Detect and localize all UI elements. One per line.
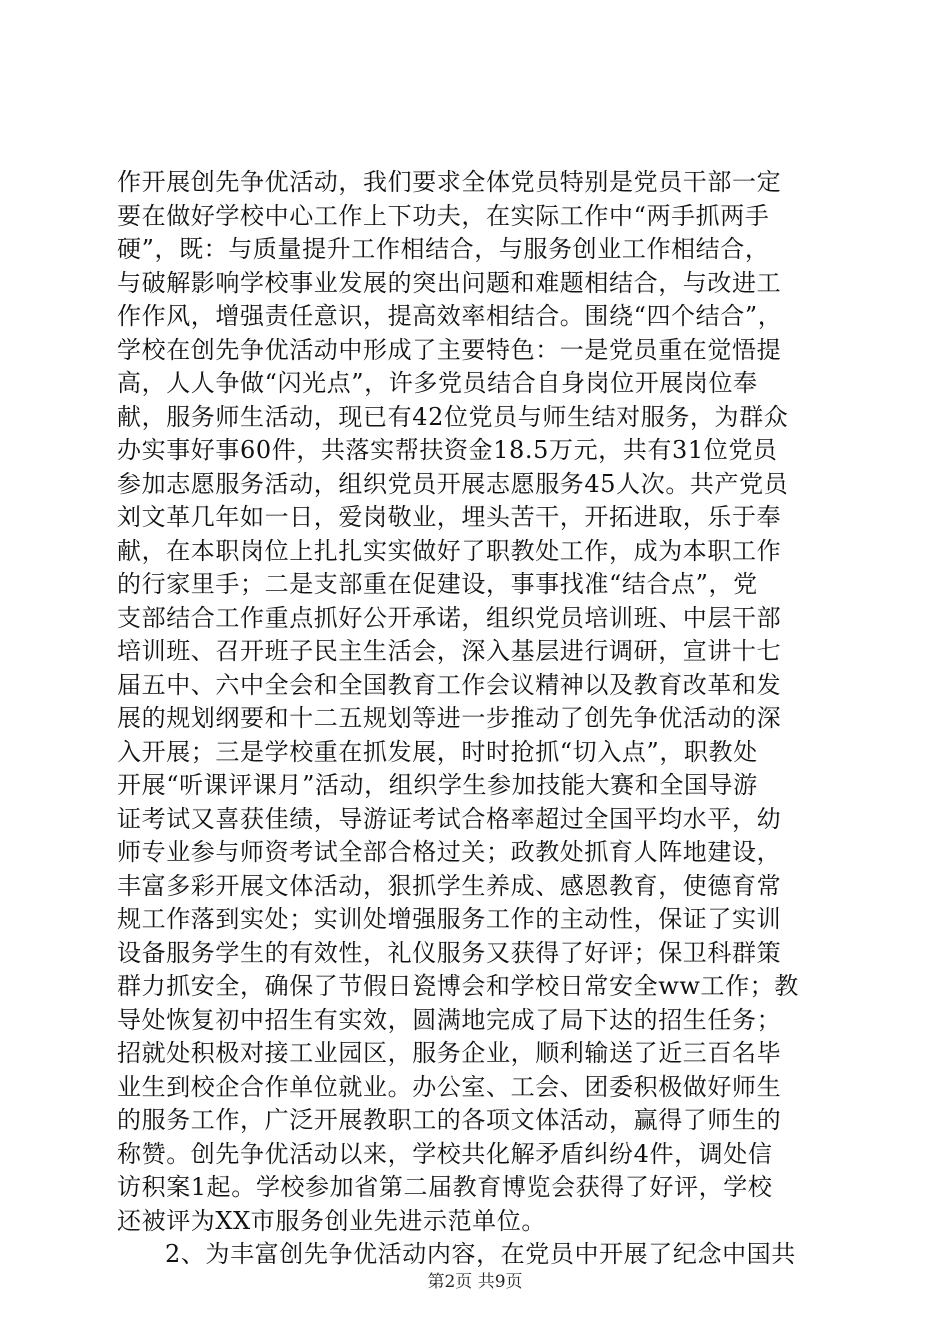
- text-line: 规工作落到实处；实训处增强服务工作的主动性，保证了实训: [117, 905, 782, 933]
- text-line: 硬”，既：与质量提升工作相结合，与服务创业工作相结合，: [117, 235, 770, 263]
- text-line: 的行家里手；二是支部重在促建设，事事找准“结合点”，党: [117, 570, 758, 598]
- text-line: 入开展；三是学校重在抓发展，时时抢抓“切入点”，职教处: [117, 737, 758, 766]
- text-line: 参加志愿服务活动，组织党员开展志愿服务45人次。共产党员: [117, 469, 789, 498]
- text-line: 要在做好学校中心工作上下功夫，在实际工作中“两手抓两手: [117, 201, 770, 230]
- text-line: 群力抓安全，确保了节假日瓷博会和学校日常安全ww工作；教: [117, 972, 799, 1000]
- text-line: 丰富多彩开展文体活动，狠抓学生养成、感恩教育，使德育常: [117, 871, 782, 900]
- text-line: 还被评为XX市服务创业先进示范单位。: [117, 1206, 546, 1235]
- document-body: [117, 166, 857, 1272]
- page-number: 第2页 共9页: [427, 1272, 523, 1292]
- text-line: 献，在本职岗位上扎扎实实做好了职教处工作，成为本职工作: [117, 536, 782, 565]
- text-line: 作作风，增强责任意识，提高效率相结合。围绕“四个结合”，: [117, 302, 783, 330]
- text-line: 证考试又喜获佳绩，导游证考试合格率超过全国平均水平，幼: [117, 804, 782, 833]
- page-footer: [0, 1272, 950, 1292]
- text-line: 师专业参与师资考试全部合格过关；政教处抓育人阵地建设，: [117, 838, 782, 866]
- text-line: 招就处积极对接工业园区，服务企业，顺利输送了近三百名毕: [117, 1039, 782, 1067]
- text-line: 刘文革几年如一日，爱岗敬业，埋头苦干，开拓进取，乐于奉: [117, 503, 782, 531]
- text-line: 设备服务学生的有效性，礼仪服务又获得了好评；保卫科群策: [117, 938, 782, 967]
- text-line: 展的规划纲要和十二五规划等进一步推动了创先争优活动的深: [117, 704, 782, 732]
- text-line: 导处恢复初中招生有实效，圆满地完成了局下达的招生任务；: [117, 1005, 782, 1034]
- text-line: 的服务工作，广泛开展教职工的各项文体活动，赢得了师生的: [117, 1106, 782, 1134]
- text-line: 与破解影响学校事业发展的突出问题和难题相结合，与改进工: [117, 268, 782, 297]
- text-line: 开展“听课评课月”活动，组织学生参加技能大赛和全国导游: [117, 771, 758, 799]
- text-line: 业生到校企合作单位就业。办公室、工会、团委积极做好师生: [117, 1072, 782, 1101]
- text-line: 支部结合工作重点抓好公开承诺，组织党员培训班、中层干部: [117, 603, 782, 632]
- paragraph-start-line: 2、为丰富创先争优活动内容，在党员中开展了纪念中国共: [165, 1240, 796, 1268]
- text-line: 届五中、六中全会和全国教育工作会议精神以及教育改革和发: [117, 670, 782, 699]
- text-line: 称赞。创先争优活动以来，学校共化解矛盾纠纷4件，调处信: [117, 1139, 773, 1168]
- text-line: 访积案1起。学校参加省第二届教育博览会获得了好评，学校: [117, 1173, 773, 1201]
- text-line: 办实事好事60件，共落实帮扶资金18.5万元，共有31位党员: [117, 436, 778, 464]
- text-line: 学校在创先争优活动中形成了主要特色：一是党员重在觉悟提: [117, 335, 782, 364]
- text-line: 高，人人争做“闪光点”，许多党员结合自身岗位开展岗位奉: [117, 369, 758, 397]
- text-line: 献，服务师生活动，现已有42位党员与师生结对服务，为群众: [117, 402, 789, 431]
- text-line: 作开展创先争优活动，我们要求全体党员特别是党员干部一定: [117, 168, 782, 196]
- text-line: 培训班、召开班子民主生活会，深入基层进行调研，宣讲十七: [117, 637, 782, 665]
